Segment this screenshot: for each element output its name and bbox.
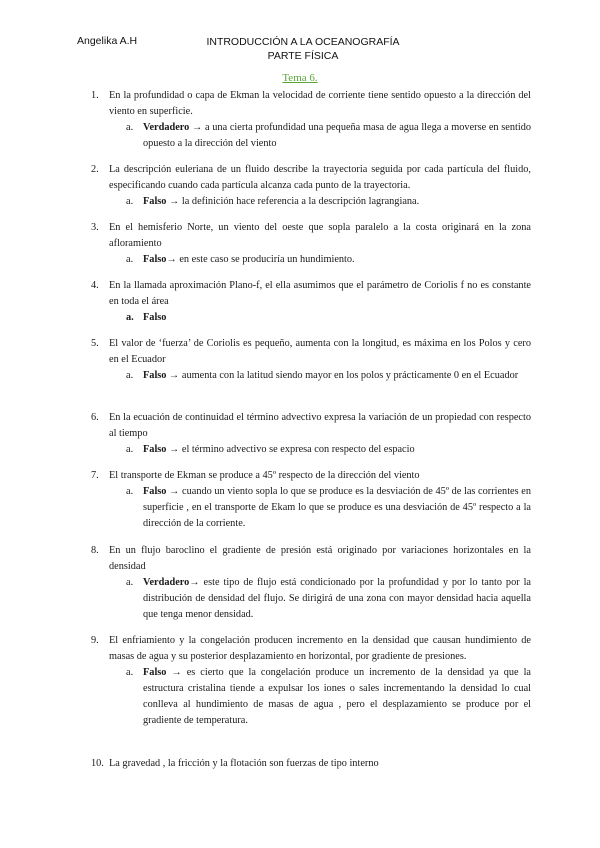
answer-explanation: → este tipo de flujo está condicionado por la profundidad y por lo tanto por la distribución de densidad del flujo. Se dirigirá de una zona con mayor densidad hacia aquella que tenga menor densidad. xyxy=(143,577,531,620)
question-text: En un flujo baroclino el gradiente de presión está originado por variaciones horizontales en la densidad xyxy=(109,545,531,572)
question-10 xyxy=(91,756,531,772)
question-text: En la ecuación de continuidad el término advectivo expresa la variación de un propiedad con respecto al tiempo xyxy=(109,412,531,439)
answer-verdict: Falso xyxy=(143,196,167,207)
question-8 xyxy=(91,543,531,623)
question-1 xyxy=(91,88,531,152)
question-text: El valor de ‘fuerza’ de Coriolis es pequeño, aumenta con la longitud, es máxima en los Polos y cero en el Ecuador xyxy=(109,338,531,365)
question-text: La gravedad , la fricción y la flotación son fuerzas de tipo interno xyxy=(109,758,379,769)
answer-verdict: Falso xyxy=(143,486,167,497)
section-heading: Tema 6. xyxy=(282,72,318,84)
answer xyxy=(126,484,531,532)
answer-explanation: → el término advectivo se expresa con respecto del espacio xyxy=(166,444,415,455)
answer-explanation: → en este caso se produciría un hundimiento. xyxy=(166,254,355,265)
question-number: 3. xyxy=(91,222,99,233)
question-number: 4. xyxy=(91,280,99,291)
question-7 xyxy=(91,468,531,532)
answer-explanation: → cuando un viento sopla lo que se produce es la desviación de 45º de las corrientes en superficie , en el transporte de Ekam lo que se produce es una desviación de 45º respecto a la dirección de la corriente. xyxy=(143,486,531,529)
answer-letter: a. xyxy=(126,122,134,133)
question-number: 9. xyxy=(91,635,99,646)
answer xyxy=(126,252,531,268)
question-number: 6. xyxy=(91,412,99,423)
answer-verdict: Falso xyxy=(143,444,167,455)
answer-letter: a. xyxy=(126,444,134,455)
answer xyxy=(126,120,531,152)
answer-verdict: Falso xyxy=(143,254,167,265)
question-6 xyxy=(91,410,531,458)
question-number: 5. xyxy=(91,338,99,349)
answer-explanation: → aumenta con la latitud siendo mayor en los polos y prácticamente 0 en el Ecuador xyxy=(166,370,519,381)
answer-letter: a. xyxy=(126,254,134,265)
question-2 xyxy=(91,162,531,210)
question-3 xyxy=(91,220,531,268)
title-line-2: PARTE FÍSICA xyxy=(267,50,339,62)
question-number: 10. xyxy=(91,758,104,769)
answer-verdict: Falso xyxy=(143,312,167,323)
question-9 xyxy=(91,633,531,729)
author-name: Angelika A.H xyxy=(77,35,138,47)
question-text: En el hemisferio Norte, un viento del oeste que sopla paralelo a la costa originará en la zona afloramiento xyxy=(109,222,531,249)
answer-verdict: Falso xyxy=(143,370,167,381)
answer xyxy=(126,310,531,326)
title-line-1: INTRODUCCIÓN A LA OCEANOGRAFÍA xyxy=(206,36,400,48)
answer-explanation: → a una cierta profundidad una pequeña masa de agua llega a moverse en sentido opuesto a la dirección del viento xyxy=(143,122,531,149)
answer-letter: a. xyxy=(126,486,134,497)
answer-letter: a. xyxy=(126,196,134,207)
answer-explanation: → es cierto que la congelación produce un incremento de la densidad ya que la estructura cristalina tiende a expulsar los iones o sales incrementando la densidad lo cual conlleva al hundimiento de masas de agua , pero el desplazamiento se produce por el gradiente de temperatura. xyxy=(143,667,531,726)
question-number: 7. xyxy=(91,470,99,481)
answer xyxy=(126,575,531,623)
question-number: 1. xyxy=(91,90,99,101)
answer-letter: a. xyxy=(126,370,134,381)
answer xyxy=(126,194,531,210)
answer-explanation: → la definición hace referencia a la descripción lagrangiana. xyxy=(166,196,420,207)
document-title xyxy=(196,35,410,63)
question-text: El enfriamiento y la congelación producen incremento en la densidad que causan hundimiento de masas de agua y su posterior desplazamiento en horizontal, por gradiente de presiones. xyxy=(109,635,531,662)
question-number: 8. xyxy=(91,545,99,556)
answer xyxy=(126,368,531,384)
question-5 xyxy=(91,336,531,384)
answer-letter: a. xyxy=(126,312,134,323)
question-number: 2. xyxy=(91,164,99,175)
answer-verdict: Verdadero xyxy=(143,577,190,588)
question-text: En la profundidad o capa de Ekman la velocidad de corriente tiene sentido opuesto a la dirección del viento en superficie. xyxy=(109,90,531,117)
question-4 xyxy=(91,278,531,326)
question-text: En la llamada aproximación Plano-f, el ella asumimos que el parámetro de Coriolis f no es constante en toda el área xyxy=(109,280,531,307)
answer-verdict: Falso xyxy=(143,667,167,678)
answer-letter: a. xyxy=(126,667,134,678)
answer-verdict: Verdadero xyxy=(143,122,190,133)
answer xyxy=(126,665,531,729)
question-text: La descripción euleriana de un fluido describe la trayectoria seguida por cada partícula del fluido, especificando cuando cada partícula alcanza cada punto de la trayectoria. xyxy=(109,164,531,191)
answer-letter: a. xyxy=(126,577,134,588)
answer xyxy=(126,442,531,458)
question-text: El transporte de Ekman se produce a 45º respecto de la dirección del viento xyxy=(109,470,420,481)
